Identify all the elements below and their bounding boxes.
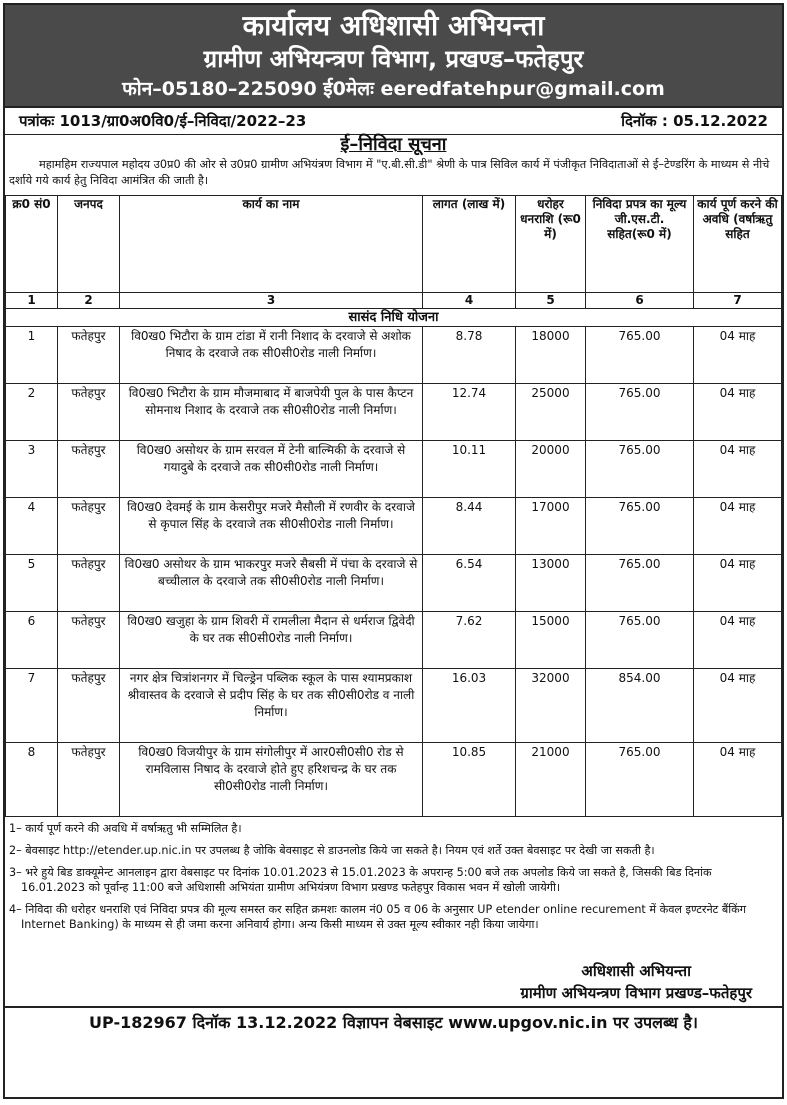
cell-deposit: 17000: [516, 498, 586, 555]
cell-sn: 8: [6, 743, 58, 817]
cell-duration: 04 माह: [694, 612, 782, 669]
cell-district: फतेहपुर: [58, 669, 120, 743]
table-row: [6, 669, 782, 743]
table-row: [6, 384, 782, 441]
cell-sn: 3: [6, 441, 58, 498]
cell-cost: 10.85: [423, 743, 516, 817]
col-header-sn: क्र0 सं0: [6, 196, 58, 293]
cell-duration: 04 माह: [694, 327, 782, 384]
intro-paragraph: महामहिम राज्यपाल महोदय उ0प्र0 की ओर से उ0प्र0 ग्रामीण अभियंत्रण विभाग में "ए.बी.सी.डी" श्रेणी के पात्र सिविल कार्य में पंजीकृत निविदाताओं से ई–टेण्डरिंग के माध्यम से नीचे दर्शाये गये कार्य हेतु निविदा आमंत्रित की जाती है।: [9, 158, 770, 187]
cell-sn: 7: [6, 669, 58, 743]
cell-form-fee: 854.00: [586, 669, 694, 743]
cell-work: वि0ख0 असोथर के ग्राम भाकरपुर मजरे सैबसी में पंचा के दरवाजे से बच्चीलाल के दरवाजे तक सी0सी0रोड नाली निर्माण।: [120, 555, 423, 612]
cell-duration: 04 माह: [694, 669, 782, 743]
cell-duration: 04 माह: [694, 743, 782, 817]
note-item: 4– निविदा की धरोहर धनराशि एवं निविदा प्रपत्र की मूल्य समस्त कर सहित क्रमशः कालम नं0 05 व 06 के अनुसार UP etender online recurement में केवल इण्टरनेट बैंकिंग Internet Banking) के माध्यम से ही जमा करना अनिवार्य होगा। अन्य किसी माध्यम से उक्त मूल्य स्वीकार नही किया जायेगा।: [9, 903, 747, 931]
cell-form-fee: 765.00: [586, 743, 694, 817]
cell-district: फतेहपुर: [58, 612, 120, 669]
col-header-deposit: धरोहर धनराशि (रू0 में): [516, 196, 586, 293]
cell-deposit: 25000: [516, 384, 586, 441]
cell-cost: 10.11: [423, 441, 516, 498]
cell-district: फतेहपुर: [58, 441, 120, 498]
cell-sn: 4: [6, 498, 58, 555]
cell-form-fee: 765.00: [586, 384, 694, 441]
cell-cost: 12.74: [423, 384, 516, 441]
col-number: 5: [516, 293, 586, 309]
notice-title: ई–निविदा सूचना: [340, 134, 447, 155]
reference-date: दिनॉक : 05.12.2022: [621, 112, 768, 130]
table-header-row: [6, 196, 782, 293]
table-row: [6, 743, 782, 817]
col-header-duration: कार्य पूर्ण करने की अवधि (वर्षाऋतु सहित: [694, 196, 782, 293]
cell-work: वि0ख0 खजुहा के ग्राम शिवरी में रामलीला मैदान से धर्मराज द्विवेदी के घर तक सी0सी0रोड नाली निर्माण।: [120, 612, 423, 669]
cell-district: फतेहपुर: [58, 555, 120, 612]
cell-form-fee: 765.00: [586, 327, 694, 384]
cell-deposit: 32000: [516, 669, 586, 743]
note-item: 2– बेवसाइट http://etender.up.nic.in पर उपलब्ध है जोकि बेवसाइट से डाउनलोड किये जा सकते है। नियम एवं शर्ते उक्त बेवसाइट पर देखी जा सकती है।: [9, 844, 655, 857]
column-number-row: [6, 293, 782, 309]
signature-office: ग्रामीण अभियन्त्रण विभाग प्रखण्ड–फतेहपुर: [520, 984, 752, 1002]
section-row: [6, 309, 782, 327]
cell-deposit: 13000: [516, 555, 586, 612]
cell-cost: 7.62: [423, 612, 516, 669]
cell-form-fee: 765.00: [586, 612, 694, 669]
reference-row: [5, 108, 782, 135]
cell-form-fee: 765.00: [586, 498, 694, 555]
cell-district: फतेहपुर: [58, 327, 120, 384]
cell-work: वि0ख0 असोथर के ग्राम सरवल में टेनी बाल्मिकी के दरवाजे से गयादुबे के दरवाजे तक सी0सी0रोड नाली निर्माण।: [120, 441, 423, 498]
cell-form-fee: 765.00: [586, 555, 694, 612]
cell-work: वि0ख0 भिटौरा के ग्राम टांडा में रानी निशाद के दरवाजे से अशोक निषाद के दरवाजे तक सी0सी0रोड नाली निर्माण।: [120, 327, 423, 384]
footer-line: UP-182967 दिनॉक 13.12.2022 विज्ञापन वेबसाइट www.upgov.nic.in पर उपलब्ध है।: [5, 1006, 782, 1036]
contact-line: फोन–05180–225090 ई0मेलः eeredfatehpur@gmail.com: [122, 78, 665, 100]
cell-form-fee: 765.00: [586, 441, 694, 498]
tender-notice-page: [3, 3, 784, 1099]
cell-district: फतेहपुर: [58, 498, 120, 555]
cell-duration: 04 माह: [694, 441, 782, 498]
cell-cost: 6.54: [423, 555, 516, 612]
col-number: 6: [586, 293, 694, 309]
cell-sn: 2: [6, 384, 58, 441]
cell-cost: 8.78: [423, 327, 516, 384]
cell-work: वि0ख0 विजयीपुर के ग्राम संगोलीपुर में आर0सी0सी0 रोड से रामविलास निषाद के दरवाजे होते हुए हरिशचन्द्र के घर तक सी0सी0रोड नाली निर्माण।: [120, 743, 423, 817]
col-number: 3: [120, 293, 423, 309]
office-title: कार्यालय अधिशासी अभियन्ता: [242, 9, 545, 42]
cell-duration: 04 माह: [694, 555, 782, 612]
col-number: 1: [6, 293, 58, 309]
cell-sn: 5: [6, 555, 58, 612]
col-number: 4: [423, 293, 516, 309]
notes-section: [5, 817, 782, 1006]
cell-sn: 1: [6, 327, 58, 384]
cell-work: नगर क्षेत्र चित्रांशनगर में चिल्ड्रेन पब्लिक स्कूल के पास श्यामप्रकाश श्रीवास्तव के दरवाजे से प्रदीप सिंह के घर तक सी0सी0रोड व नाली निर्माण।: [120, 669, 423, 743]
section-title: सासंद निधि योजना: [6, 309, 782, 327]
cell-district: फतेहपुर: [58, 743, 120, 817]
cell-deposit: 20000: [516, 441, 586, 498]
reference-number: पत्रांकः 1013/ग्रा0अ0वि0/ई–निविदा/2022–23: [19, 112, 307, 130]
col-number: 2: [58, 293, 120, 309]
table-row: [6, 555, 782, 612]
note-item: 3– भरे हुये बिड डाक्यूमेन्ट आनलाइन द्वारा वेबसाइट पर दिनांक 10.01.2023 से 15.01.2023 के अपरान्ह 5:00 बजे तक अपलोड किये जा सकते है, जिसकी बिड दिनांक 16.01.2023 को पूर्वान्ह 11:00 बजे अधिशासी अभियंता ग्रामीण अभियंत्रण विभाग प्रखण्ड फतेहपुर विकास भवन में खोली जायेगी।: [9, 866, 712, 894]
table-row: [6, 327, 782, 384]
col-number: 7: [694, 293, 782, 309]
department-title: ग्रामीण अभियन्त्रण विभाग, प्रखण्ड–फतेहपुर: [203, 45, 584, 73]
signature-block: [520, 960, 752, 1004]
note-item: 1– कार्य पूर्ण करने की अवधि में वर्षाऋतु भी सम्मिलित है।: [9, 822, 242, 835]
col-header-district: जनपद: [58, 196, 120, 293]
cell-deposit: 15000: [516, 612, 586, 669]
cell-duration: 04 माह: [694, 498, 782, 555]
table-row: [6, 498, 782, 555]
office-header: [5, 5, 782, 108]
signature-title: अधिशासी अभियन्ता: [581, 962, 691, 980]
cell-deposit: 21000: [516, 743, 586, 817]
cell-cost: 8.44: [423, 498, 516, 555]
cell-district: फतेहपुर: [58, 384, 120, 441]
table-row: [6, 612, 782, 669]
cell-work: वि0ख0 देवमई के ग्राम केसरीपुर मजरे मैसौली में रणवीर के दरवाजे से कृपाल सिंह के दरवाजे तक सी0सी0रोड नाली निर्माण।: [120, 498, 423, 555]
cell-sn: 6: [6, 612, 58, 669]
col-header-work: कार्य का नाम: [120, 196, 423, 293]
col-header-form-fee: निविदा प्रपत्र का मूल्य जी.एस.टी. सहित(रू0 में): [586, 196, 694, 293]
table-row: [6, 441, 782, 498]
cell-work: वि0ख0 भिटौरा के ग्राम मौजमाबाद में बाजपेयी पुल के पास कैप्टन सोमनाथ निशाद के दरवाजे तक सी0सी0रोड नाली निर्माण।: [120, 384, 423, 441]
col-header-cost: लागत (लाख में): [423, 196, 516, 293]
cell-duration: 04 माह: [694, 384, 782, 441]
cell-deposit: 18000: [516, 327, 586, 384]
tender-table: [5, 195, 782, 817]
cell-cost: 16.03: [423, 669, 516, 743]
